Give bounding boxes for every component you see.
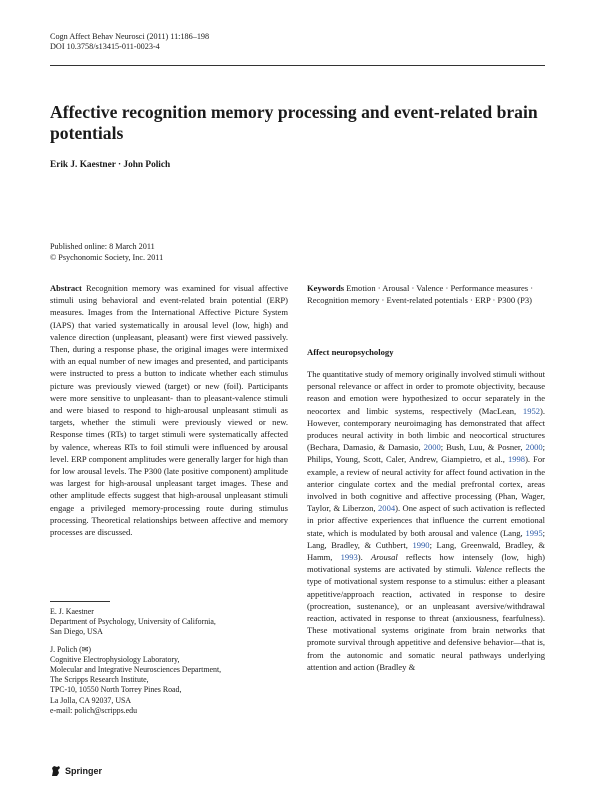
publisher-logo [50,765,102,777]
citation-link[interactable]: 2004 [378,503,396,514]
abstract-text: Recognition memory was examined for visual affective stimuli using behavioral and event-related brain potential (ERP) measures. Images from the International Affective Picture System (IAPS) that varied systematically in arousal level (low, high) and valence direction (unpleasant, pleasant) were first viewed passively. Then, during a response phase, the original images were intermixed with an equal number of new images and presented, and participants were instructed to press a button to indicate whether each stimulus picture was previously viewed (target) or new (foil). Participants were more sensitive to unpleasant- than to pleasant-valence stimuli and were biased to respond to high-arousal unpleasant stimuli as targets, whether the stimuli were previously viewed or new. Response times (RTs) to target stimuli were systematically affected by valence, whereas RTs to foil stimuli were influenced by arousal level. ERP component amplitudes were generally larger for high than for low arousal levels. The P300 (late positive component) amplitude was largest for high-arousal unpleasant target images. These and other amplitude effects suggest that high-arousal unpleasant stimuli engage a privileged memory-processing route during stimulus processing. Theoretical relationships between affective and memory processes are discussed. [50,283,288,538]
body-text-run: ; Lang, Bradley, & Cuthbert, [307,527,545,550]
affiliation-line: Department of Psychology, University of California, [50,617,216,627]
body-text-run: ; Bush, Luu, & Posner, [440,442,523,453]
affiliation-rule [50,601,110,602]
author-name: E. J. Kaestner [50,607,94,616]
author-list: Erik J. Kaestner · John Polich [50,160,171,170]
affiliation-line: La Jolla, CA 92037, USA [50,695,132,705]
body-text-run: reflects the type of motivational system response to a stimulus: either a pleasant appetitive/approach reaction, activated in response to desire (procreation, sustenance), or an unpleasant aversive/withdrawal reaction, activated in response to threat (anxiousness, fearfulness). These motivational systems originate from brain networks that promote survival through appetitive and defensive behavior—that is, from the autonomic and somatic neural pathways underlying attention and action (Bradley & [307,564,545,672]
section-heading: Affect neuropsychology [307,347,394,357]
abstract-label: Abstract [50,283,82,293]
citation-link[interactable]: 1990 [412,539,430,550]
email-link[interactable]: e-mail: polich@scripps.edu [50,705,138,715]
author-name: J. Polich (✉) [50,644,92,654]
citation-link[interactable]: 1995 [525,527,543,538]
body-text-run: ). However, contemporary neuroimaging has demonstrated that affect produces neural activity in both limbic and neocortical structures (Bechara, Damasio, & Damasio, [307,405,545,453]
affiliation-line: Cognitive Electrophysiology Laboratory, [50,654,180,664]
keywords-text: Emotion · Arousal · Valence · Performance measures · Recognition memory · Event-related potentials · ERP · P300 (P3) [307,283,534,306]
body-text-run: reflects how intensely (low, high) motivational systems are activated by stimuli. [307,552,545,575]
body-text-run: ; Lang, Greenwald, Bradley, & Hamm, [307,539,545,563]
keywords-label: Keywords [307,283,345,293]
abstract [50,282,288,538]
body-paragraph [307,368,545,673]
published-date: Published online: 8 March 2011 [50,242,155,251]
affiliation-line: Molecular and Integrative Neurosciences Department, [50,665,222,675]
citation-link[interactable]: 2000 [525,442,543,453]
journal-citation: Cogn Affect Behav Neurosci (2011) 11:186–198 [50,32,210,41]
journal-header [50,32,209,52]
affiliations [50,607,288,716]
affiliation-line: TPC-10, 10550 North Torrey Pines Road, [50,685,182,695]
article-title: Affective recognition memory processing and event-related brain potentials [50,102,538,143]
citation-link[interactable]: 2000 [423,442,441,453]
body-text-run: The quantitative study of memory originally involved stimuli without personal relevance or affect in order to promote objectivity, because reason and emotion were hypothesized to occur separately in the neocortex and limbic systems, respectively (MacLean, [307,369,545,416]
publisher-name: Springer [65,766,103,776]
citation-link[interactable]: 1952 [522,405,541,416]
body-text-run: ; Philips, Young, Scott, Caler, Andrew, Giampietro, et al., [307,442,546,465]
body-text-run: ). [357,552,363,563]
springer-horse-icon [50,765,62,777]
body-text-run: ). For example, a review of neural activity for affect found activation in the anterior cingulate cortex and the medial prefrontal cortex, areas involved in both cognitive and affective processing (Phan, Wager, Taylor, & Liberzon, [307,454,545,514]
term-valence: Valence [475,564,502,575]
citation-link[interactable]: 1998 [507,454,526,465]
affiliation-line: The Scripps Research Institute, [50,675,149,685]
doi-line: DOI 10.3758/s13415-011-0023-4 [50,42,160,51]
header-rule [50,65,545,66]
publication-info [50,242,163,263]
citation-link[interactable]: 1993 [340,552,358,563]
affiliation-line: San Diego, USA [50,627,103,637]
body-text-run: ). One aspect of such activation is reflected in prior affective experiences that influence the current emotional state, which is modulated by both arousal and valence (Lang, [307,503,546,538]
copyright-line: © Psychonomic Society, Inc. 2011 [50,252,164,262]
term-arousal: Arousal [370,552,398,563]
keywords [307,282,545,306]
